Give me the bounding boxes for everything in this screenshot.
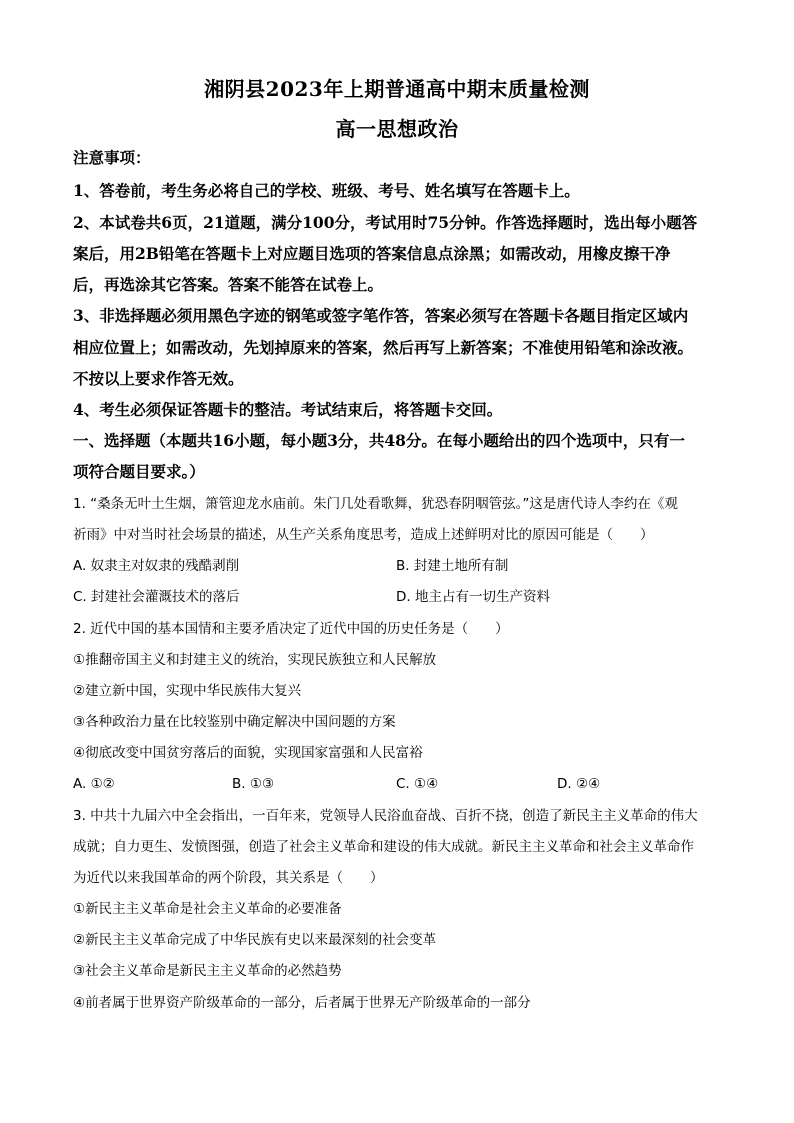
question-1-option-b: B. 封建土地所有制 bbox=[396, 558, 509, 574]
question-1-option-a: A. 奴隶主对奴隶的残酷剥削 bbox=[73, 558, 240, 574]
question-2-item: ②建立新中国，实现中华民族伟大复兴 bbox=[73, 683, 302, 699]
question-3-stem: 成就；自力更生、发愤图强，创造了社会主义革命和建设的伟大成就。新民主主义革命和社会主义革命作 bbox=[73, 839, 694, 855]
section-heading-cont: 项符合题目要求。） bbox=[73, 462, 205, 481]
question-1-option-d: D. 地主占有一切生产资料 bbox=[396, 589, 550, 605]
notice-heading: 注意事项： bbox=[73, 148, 151, 167]
notice-line: 相应位置上；如需改动，先划掉原来的答案，然后再写上新答案；不准使用铅笔和涂改液。 bbox=[73, 338, 694, 357]
question-2-option-b: B. ①③ bbox=[232, 776, 275, 792]
question-1-stem: 祈雨》中对当时社会场景的描述，从生产关系角度思考，造成上述鲜明对比的原因可能是（ ） bbox=[73, 527, 654, 543]
notice-line: 3、非选择题必须用黑色字迹的钢笔或签字笔作答，答案必须写在答题卡各题目指定区域内 bbox=[73, 306, 689, 325]
question-3-item: ①新民主主义革命是社会主义革命的必要准备 bbox=[73, 901, 342, 917]
question-1-stem: 1. “桑条无叶土生烟，箫管迎龙水庙前。朱门几处看歌舞，犹恐春阴咽管弦。”这是唐代诗人李约在《观 bbox=[73, 496, 678, 512]
question-1-option-c: C. 封建社会灌溉技术的落后 bbox=[73, 589, 240, 605]
notice-line: 2、本试卷共6页，21道题，满分100分，考试用时75分钟。作答选择题时，选出每小题答 bbox=[73, 213, 698, 232]
question-3-stem: 3. 中共十九届六中全会指出，一百年来，党领导人民浴血奋战、百折不挠，创造了新民主主义革命的伟大 bbox=[73, 808, 698, 824]
question-3-item: ③社会主义革命是新民主主义革命的必然趋势 bbox=[73, 963, 342, 979]
question-2-option-c: C. ①④ bbox=[396, 776, 439, 792]
question-2-item: ④彻底改变中国贫穷落后的面貌，实现国家富强和人民富裕 bbox=[73, 745, 423, 761]
question-2-option-a: A. ①② bbox=[73, 776, 115, 792]
notice-line: 案后，用2B铅笔在答题卡上对应题目选项的答案信息点涂黑；如需改动，用橡皮擦干净 bbox=[73, 244, 671, 263]
page-subtitle: 高一思想政治 bbox=[335, 117, 459, 141]
question-2-item: ③各种政治力量在比较鉴别中确定解决中国问题的方案 bbox=[73, 714, 396, 730]
question-3-item: ②新民主主义革命完成了中华民族有史以来最深刻的社会变革 bbox=[73, 932, 437, 948]
question-2-stem: 2. 近代中国的基本国情和主要矛盾决定了近代中国的历史任务是（ ） bbox=[73, 621, 509, 637]
notice-line: 后，再选涂其它答案。答案不能答在试卷上。 bbox=[73, 275, 384, 294]
notice-line: 4、考生必须保证答题卡的整洁。考试结束后，将答题卡交回。 bbox=[73, 400, 503, 419]
question-2-item: ①推翻帝国主义和封建主义的统治，实现民族独立和人民解放 bbox=[73, 652, 437, 668]
question-2-option-d: D. ②④ bbox=[557, 776, 601, 792]
notice-line: 不按以上要求作答无效。 bbox=[73, 369, 244, 388]
section-heading: 一、选择题（本题共16小题，每小题3分，共48分。在每小题给出的四个选项中，只有一 bbox=[73, 431, 685, 450]
question-3-item: ④前者属于世界资产阶级革命的一部分，后者属于世界无产阶级革命的一部分 bbox=[73, 995, 531, 1011]
page-title: 湘阴县2023年上期普通高中期末质量检测 bbox=[204, 77, 590, 101]
notice-line: 1、答卷前，考生务必将自己的学校、班级、考号、姓名填写在答题卡上。 bbox=[73, 181, 580, 200]
question-3-stem: 为近代以来我国革命的两个阶段，其关系是（ ） bbox=[73, 870, 384, 886]
